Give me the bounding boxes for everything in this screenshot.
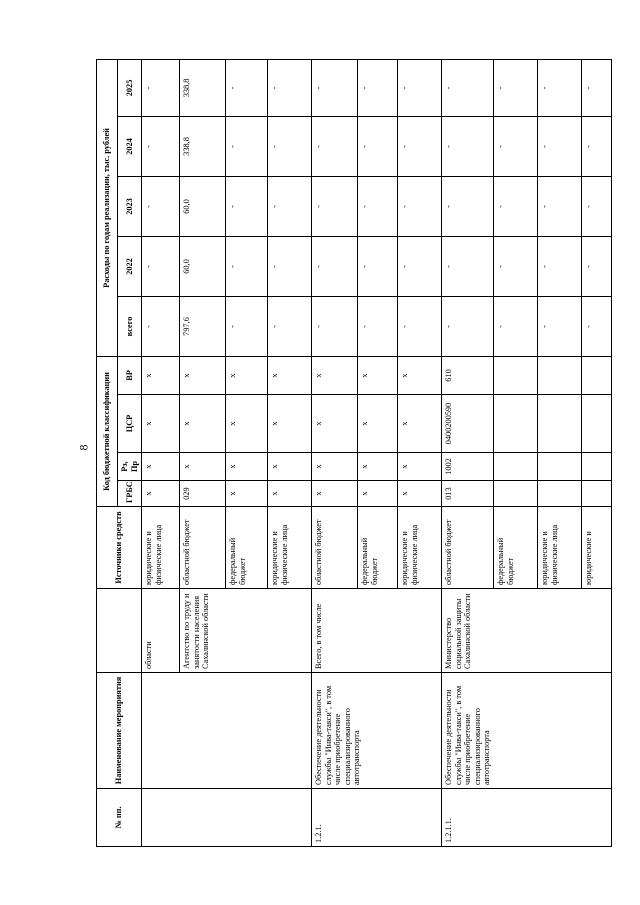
y2024-cell: - — [398, 116, 442, 176]
rzpr-cell — [582, 453, 612, 481]
y2022-cell: - — [358, 236, 398, 296]
y2025-cell: - — [358, 59, 398, 116]
table-row — [312, 59, 358, 846]
vr-cell — [582, 356, 612, 394]
y2022-cell: 60,0 — [180, 236, 226, 296]
table-body — [142, 59, 612, 846]
y2022-cell: - — [538, 236, 582, 296]
y2024-cell: - — [312, 116, 358, 176]
grbs-cell: 029 — [180, 481, 226, 507]
rzpr-cell: 1002 — [442, 453, 494, 481]
vr-cell: x — [312, 356, 358, 394]
rzpr-cell: x — [268, 453, 312, 481]
y2025-cell: - — [538, 59, 582, 116]
funding-source-cell: юридические и — [582, 507, 612, 589]
executor-cell: Министерство социальной защиты Сахалинской области — [442, 589, 612, 673]
rzpr-cell: x — [398, 453, 442, 481]
y2023-cell: - — [312, 176, 358, 236]
y2023-cell: - — [494, 176, 538, 236]
y2023-cell: - — [398, 176, 442, 236]
y2024-cell: - — [494, 116, 538, 176]
y2023-cell: 60,0 — [180, 176, 226, 236]
y2025-cell: - — [142, 59, 180, 116]
vr-cell: x — [398, 356, 442, 394]
grbs-cell — [538, 481, 582, 507]
y2025-cell: - — [268, 59, 312, 116]
vr-cell — [538, 356, 582, 394]
csr-cell: 0400200590 — [442, 395, 494, 453]
y2025-cell: 338,8 — [180, 59, 226, 116]
csr-cell: x — [312, 395, 358, 453]
vr-cell: x — [180, 356, 226, 394]
y2023-cell: - — [582, 176, 612, 236]
rzpr-cell: x — [358, 453, 398, 481]
grbs-cell: x — [358, 481, 398, 507]
y2024-cell: - — [142, 116, 180, 176]
csr-cell — [582, 395, 612, 453]
funding-source-cell: федеральный бюджет — [226, 507, 268, 589]
funding-source-cell: областной бюджет — [442, 507, 494, 589]
grbs-cell: 013 — [442, 481, 494, 507]
row-number-cell: 1.2.1.1. — [442, 789, 612, 847]
y2024-cell: - — [226, 116, 268, 176]
activity-name-cell: Обеспечение деятельности службы "Инва-такси", в том числе приобретение специализированного автотранспорта — [312, 673, 442, 789]
y2024-cell: - — [582, 116, 612, 176]
row-number-cell — [142, 789, 312, 847]
rzpr-cell — [538, 453, 582, 481]
header-2024: 2024 — [118, 116, 142, 176]
total-cell: - — [312, 296, 358, 356]
total-cell: - — [538, 296, 582, 356]
grbs-cell: x — [312, 481, 358, 507]
total-cell: - — [142, 296, 180, 356]
y2023-cell: - — [442, 176, 494, 236]
y2023-cell: - — [142, 176, 180, 236]
y2024-cell: - — [358, 116, 398, 176]
y2024-cell: - — [538, 116, 582, 176]
vr-cell: x — [268, 356, 312, 394]
header-rzpr: Рз, Пр — [118, 453, 142, 481]
table-row — [142, 59, 180, 846]
y2022-cell: - — [142, 236, 180, 296]
rzpr-cell: x — [226, 453, 268, 481]
vr-cell — [494, 356, 538, 394]
funding-source-cell: областной бюджет — [180, 507, 226, 589]
funding-source-cell: юридические и физические лица — [538, 507, 582, 589]
grbs-cell: x — [398, 481, 442, 507]
csr-cell: x — [226, 395, 268, 453]
y2023-cell: - — [226, 176, 268, 236]
executor-cell: области — [142, 589, 180, 673]
rzpr-cell: x — [312, 453, 358, 481]
funding-source-cell: юридические и физические лица — [398, 507, 442, 589]
vr-cell: 610 — [442, 356, 494, 394]
grbs-cell: x — [142, 481, 180, 507]
csr-cell: x — [398, 395, 442, 453]
y2022-cell: - — [442, 236, 494, 296]
executor-cell: Агентство по труду и занятости населения Сахалинской области — [180, 589, 312, 673]
y2025-cell: - — [398, 59, 442, 116]
total-cell: - — [582, 296, 612, 356]
grbs-cell — [494, 481, 538, 507]
y2024-cell: - — [268, 116, 312, 176]
rotated-page — [96, 60, 594, 847]
budget-table — [96, 59, 612, 847]
y2025-cell: - — [494, 59, 538, 116]
grbs-cell: x — [226, 481, 268, 507]
csr-cell — [538, 395, 582, 453]
grbs-cell — [582, 481, 612, 507]
y2023-cell: - — [268, 176, 312, 236]
total-cell: - — [398, 296, 442, 356]
csr-cell: x — [268, 395, 312, 453]
y2023-cell: - — [358, 176, 398, 236]
activity-name-cell — [142, 673, 312, 789]
header-total: всего — [118, 296, 142, 356]
header-row-1 — [97, 59, 118, 846]
y2025-cell: - — [442, 59, 494, 116]
y2025-cell: - — [226, 59, 268, 116]
vr-cell: x — [142, 356, 180, 394]
total-cell: - — [442, 296, 494, 356]
y2024-cell: 338,8 — [180, 116, 226, 176]
total-cell: - — [494, 296, 538, 356]
vr-cell: x — [358, 356, 398, 394]
header-name: Наименование мероприятия — [97, 673, 142, 789]
header-2022: 2022 — [118, 236, 142, 296]
total-cell: - — [268, 296, 312, 356]
y2024-cell: - — [442, 116, 494, 176]
rzpr-cell: x — [142, 453, 180, 481]
table-wrapper — [96, 60, 594, 847]
funding-source-cell: областной бюджет — [312, 507, 358, 589]
table-row — [442, 59, 494, 846]
header-2025: 2025 — [118, 59, 142, 116]
y2022-cell: - — [398, 236, 442, 296]
total-cell: 797,6 — [180, 296, 226, 356]
header-kbk: Код бюджетной классификации — [97, 356, 118, 506]
y2022-cell: - — [582, 236, 612, 296]
csr-cell: x — [358, 395, 398, 453]
csr-cell: x — [142, 395, 180, 453]
activity-name-cell: Обеспечение деятельности службы "Инва-такси", в том числе приобретение специализированного автотранспорта — [442, 673, 612, 789]
header-2023: 2023 — [118, 176, 142, 236]
y2022-cell: - — [312, 236, 358, 296]
executor-cell: Всего, в том числе — [312, 589, 442, 673]
vr-cell: x — [226, 356, 268, 394]
y2022-cell: - — [226, 236, 268, 296]
row-number-cell: 1.2.1. — [312, 789, 442, 847]
y2023-cell: - — [538, 176, 582, 236]
rzpr-cell: x — [180, 453, 226, 481]
header-expenses: Расходы по годам реализации, тыс. рублей — [97, 59, 118, 356]
y2022-cell: - — [494, 236, 538, 296]
y2025-cell: - — [312, 59, 358, 116]
header-sources: Источники средств — [97, 507, 142, 589]
page-number: 8 — [76, 444, 91, 451]
funding-source-cell: юридические и физические лица — [142, 507, 180, 589]
header-grbs: ГРБС — [118, 481, 142, 507]
y2022-cell: - — [268, 236, 312, 296]
header-vr: ВР — [118, 356, 142, 394]
grbs-cell: x — [268, 481, 312, 507]
csr-cell: x — [180, 395, 226, 453]
y2025-cell: - — [582, 59, 612, 116]
header-executor — [97, 589, 142, 673]
funding-source-cell: федеральный бюджет — [494, 507, 538, 589]
total-cell: - — [358, 296, 398, 356]
total-cell: - — [226, 296, 268, 356]
rzpr-cell — [494, 453, 538, 481]
funding-source-cell: юридические и физические лица — [268, 507, 312, 589]
header-csr: ЦСР — [118, 395, 142, 453]
csr-cell — [494, 395, 538, 453]
header-no: № пп. — [97, 789, 142, 847]
funding-source-cell: федеральный бюджет — [358, 507, 398, 589]
